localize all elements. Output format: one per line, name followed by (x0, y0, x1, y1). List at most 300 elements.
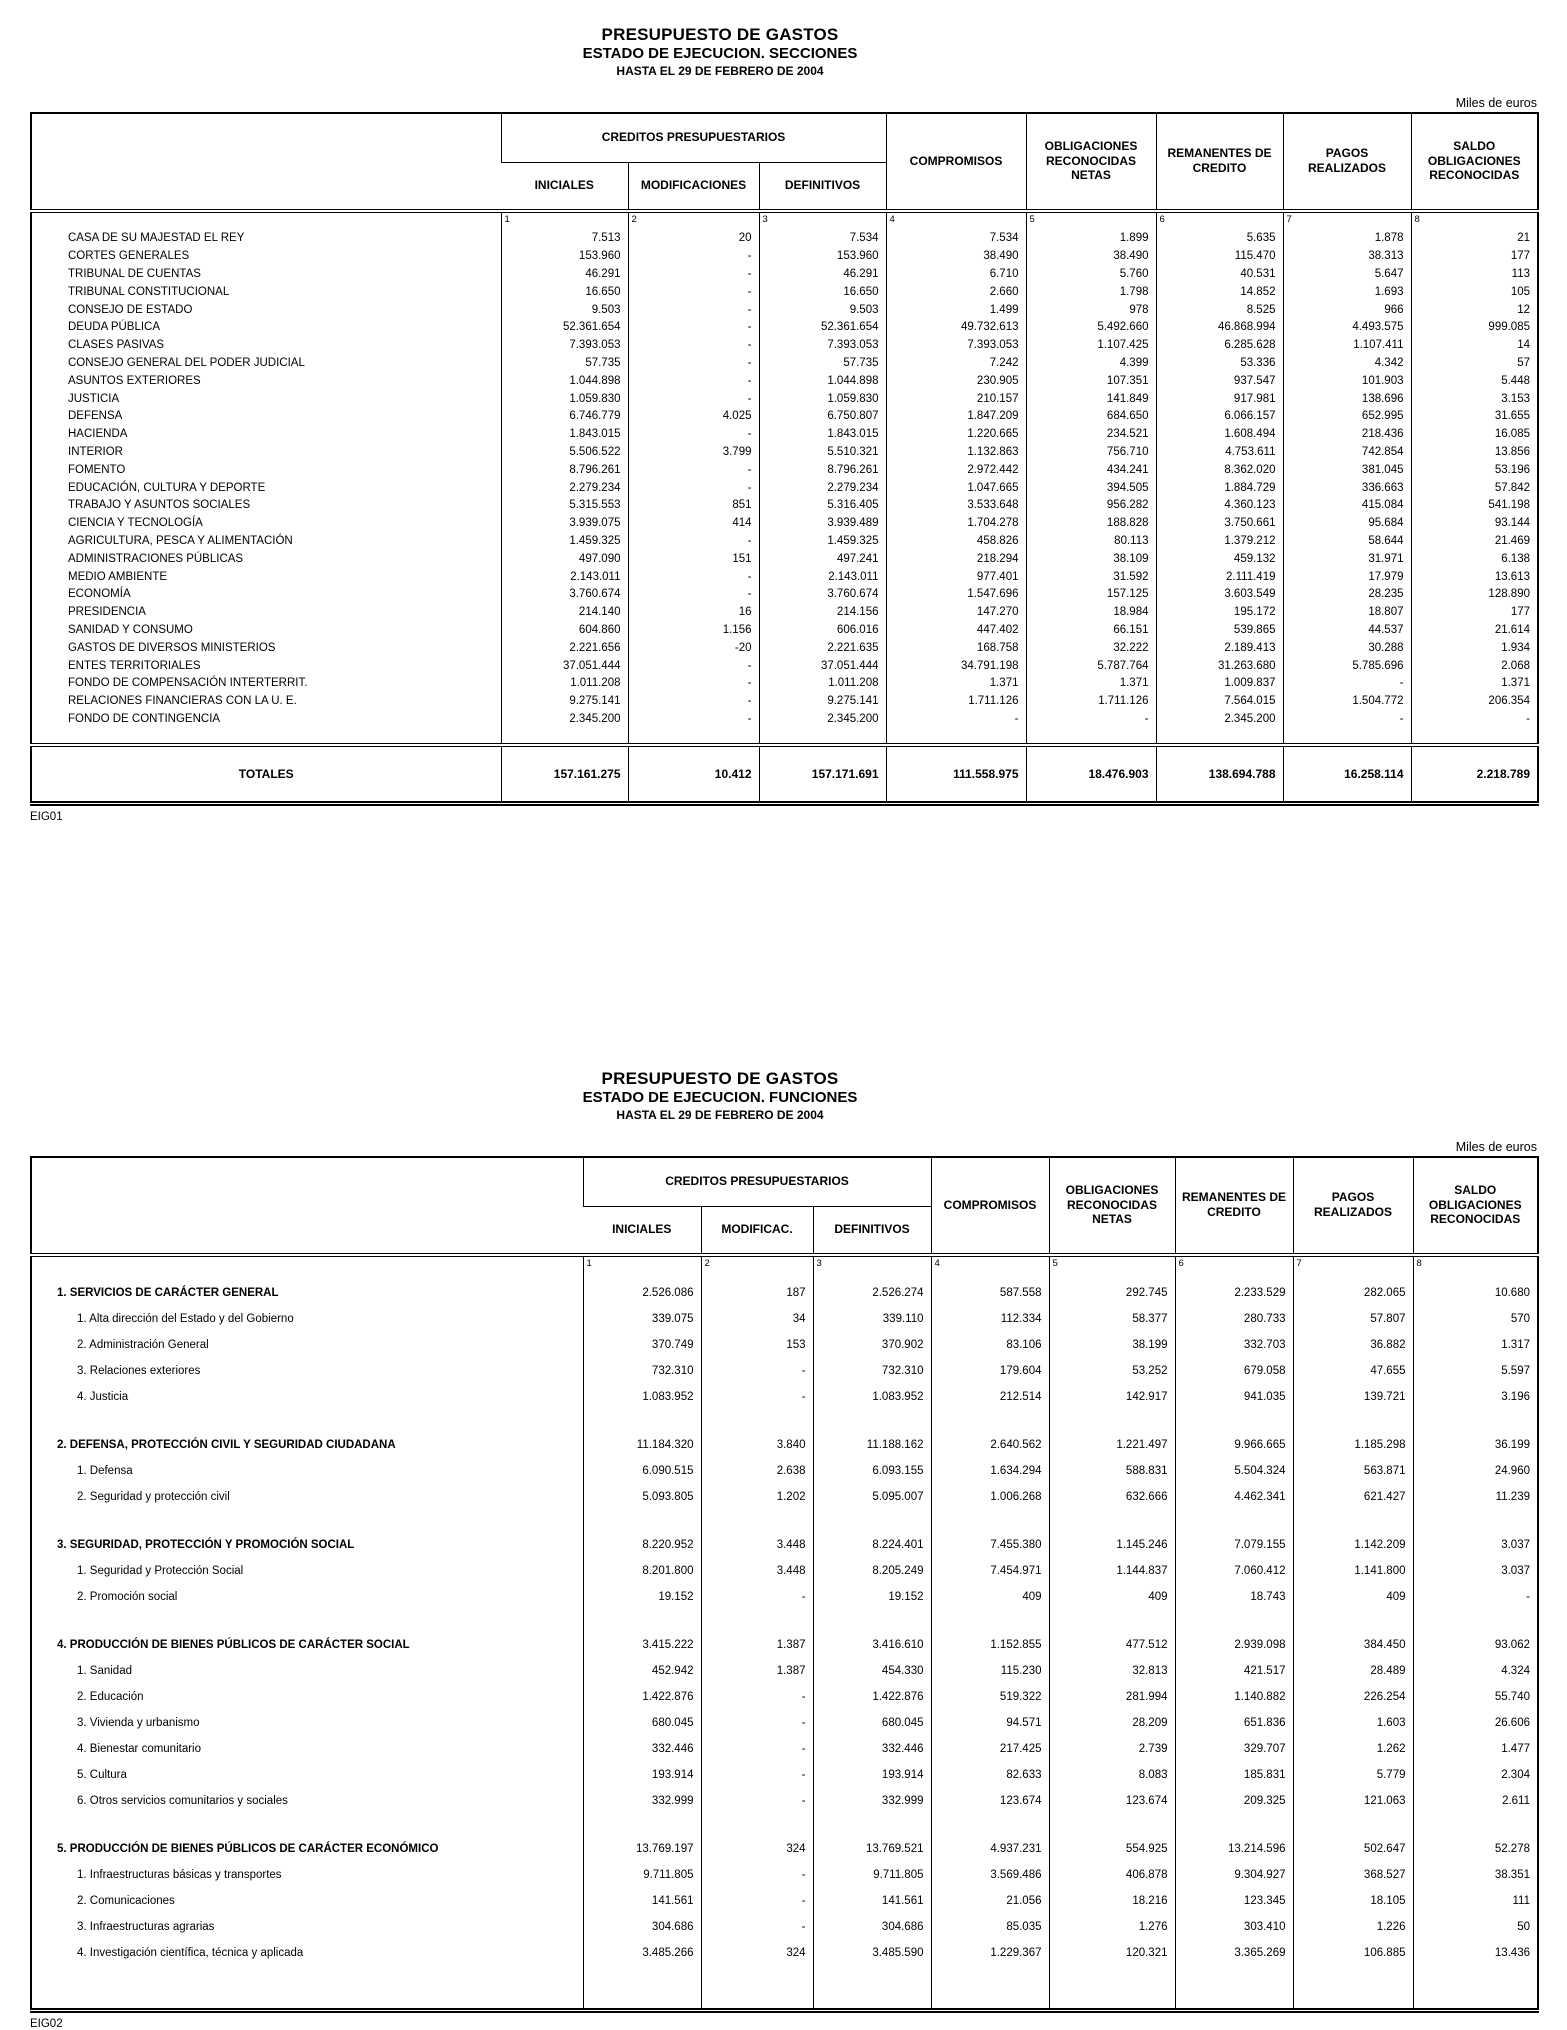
cell-value: - (628, 532, 759, 550)
col-number: 8 (1413, 1255, 1538, 1280)
cell-value: 8.224.401 (813, 1532, 931, 1558)
cell-value: - (628, 247, 759, 265)
cell-value: 680.045 (813, 1710, 931, 1736)
cell-value: 1.899 (1026, 230, 1156, 248)
cell-value: 6.750.807 (759, 408, 886, 426)
cell-value: 304.686 (583, 1914, 701, 1940)
cell-value: 4.324 (1413, 1658, 1538, 1684)
cell-value: 16.085 (1411, 425, 1538, 443)
cell-value: 9.503 (759, 301, 886, 319)
cell-value: 153.960 (759, 247, 886, 265)
table-row (31, 1458, 1538, 1484)
cell-value: 454.330 (813, 1658, 931, 1684)
col-header-obligaciones: OBLIGACIONES RECONOCIDAS NETAS (1049, 1157, 1175, 1255)
cell-value: 292.745 (1049, 1280, 1175, 1306)
cell-value: 7.060.412 (1175, 1558, 1293, 1584)
col-number: 7 (1283, 211, 1411, 230)
row-label: EDUCACIÓN, CULTURA Y DEPORTE (68, 481, 266, 494)
cell-value: 226.254 (1293, 1684, 1413, 1710)
col-header-creditos: CREDITOS PRESUPUESTARIOS (583, 1157, 931, 1207)
doc-title: PRESUPUESTO DE GASTOS (601, 25, 839, 44)
cell-value: - (628, 479, 759, 497)
cell-value: 3.760.674 (501, 586, 628, 604)
table-row (31, 514, 1538, 532)
cell-value: 5.647 (1283, 265, 1411, 283)
col-header-pagos: PAGOS REALIZADOS (1283, 113, 1411, 211)
table-row (31, 354, 1538, 372)
table-row (31, 336, 1538, 354)
cell-value: 115.230 (931, 1658, 1049, 1684)
cell-value: 384.450 (1293, 1632, 1413, 1658)
cell-value: 112.334 (931, 1306, 1049, 1332)
cell-value: 1.459.325 (501, 532, 628, 550)
cell-value: - (628, 390, 759, 408)
cell-value: 57.842 (1411, 479, 1538, 497)
cell-value: 46.868.994 (1156, 319, 1283, 337)
cell-value: 1.044.898 (501, 372, 628, 390)
cell-value: 7.534 (886, 230, 1026, 248)
table-row (31, 710, 1538, 728)
cell-value: 13.613 (1411, 568, 1538, 586)
col-number: 6 (1175, 1255, 1293, 1280)
cell-value: 4.025 (628, 408, 759, 426)
cell-value: 1.371 (1026, 675, 1156, 693)
table-row (31, 639, 1538, 657)
cell-value: 632.666 (1049, 1484, 1175, 1510)
cell-value: 19.152 (813, 1584, 931, 1610)
table-row (31, 1432, 1538, 1458)
col-header-saldo: SALDO OBLIGACIONES RECONOCIDAS (1413, 1157, 1538, 1255)
cell-value: 53.252 (1049, 1358, 1175, 1384)
doc-subtitle: ESTADO DE EJECUCION. FUNCIONES (582, 1089, 858, 1107)
cell-value: 324 (701, 1836, 813, 1862)
cell-value: 1.083.952 (583, 1384, 701, 1410)
table-row (31, 621, 1538, 639)
cell-value: 8.201.800 (583, 1558, 701, 1584)
row-label: AGRICULTURA, PESCA Y ALIMENTACIÓN (68, 535, 293, 548)
table-row (31, 1632, 1538, 1658)
cell-value: 34 (701, 1306, 813, 1332)
cell-value: 168.758 (886, 639, 1026, 657)
cell-value: 732.310 (813, 1358, 931, 1384)
doc-date-line: HASTA EL 29 DE FEBRERO DE 2004 (616, 1107, 824, 1122)
row-label: 1. Alta dirección del Estado y del Gobierno (77, 1312, 294, 1325)
cell-value: - (628, 692, 759, 710)
corner-cell (31, 113, 501, 211)
table-row (31, 372, 1538, 390)
cell-value: 324 (701, 1940, 813, 1966)
cell-value: - (628, 283, 759, 301)
cell-value: 13.769.197 (583, 1836, 701, 1862)
cell-value: 20 (628, 230, 759, 248)
cell-value: 95.684 (1283, 514, 1411, 532)
cell-value: 123.345 (1175, 1888, 1293, 1914)
cell-value: 5.785.696 (1283, 657, 1411, 675)
cell-value: 157.125 (1026, 586, 1156, 604)
cell-value: 8.083 (1049, 1762, 1175, 1788)
cell-value: 1.847.209 (886, 408, 1026, 426)
table-row (31, 247, 1538, 265)
cell-value: 38.490 (1026, 247, 1156, 265)
cell-value: 3.153 (1411, 390, 1538, 408)
cell-value: 31.655 (1411, 408, 1538, 426)
cell-value: 588.831 (1049, 1458, 1175, 1484)
cell-value: 1.547.696 (886, 586, 1026, 604)
cell-value: 732.310 (583, 1358, 701, 1384)
cell-value: 193.914 (583, 1762, 701, 1788)
cell-value: 28.235 (1283, 586, 1411, 604)
cell-value: 406.878 (1049, 1862, 1175, 1888)
cell-value: 2.526.086 (583, 1280, 701, 1306)
cell-value: 212.514 (931, 1384, 1049, 1410)
cell-value: 1.059.830 (759, 390, 886, 408)
cell-value: 394.505 (1026, 479, 1156, 497)
cell-value: 128.890 (1411, 586, 1538, 604)
row-label: ENTES TERRITORIALES (68, 659, 201, 672)
table-row (31, 319, 1538, 337)
cell-value: 2.143.011 (759, 568, 886, 586)
table-row (31, 390, 1538, 408)
cell-value: 756.710 (1026, 443, 1156, 461)
row-label: 1. Infraestructuras básicas y transportes (77, 1868, 282, 1881)
row-label: ECONOMÍA (68, 588, 131, 601)
cell-value: 57 (1411, 354, 1538, 372)
cell-value: - (701, 1862, 813, 1888)
cell-value: 587.558 (931, 1280, 1049, 1306)
cell-value: 3.448 (701, 1532, 813, 1558)
cell-value: 13.769.521 (813, 1836, 931, 1862)
cell-value: 11.188.162 (813, 1432, 931, 1458)
cell-value: 6.710 (886, 265, 1026, 283)
cell-value: 66.151 (1026, 621, 1156, 639)
cell-value: 179.604 (931, 1358, 1049, 1384)
cell-value: 5.760 (1026, 265, 1156, 283)
cell-value: 2.739 (1049, 1736, 1175, 1762)
cell-value: 11.184.320 (583, 1432, 701, 1458)
cell-value: 5.779 (1293, 1762, 1413, 1788)
cell-value: 3.569.486 (931, 1862, 1049, 1888)
col-header-obligaciones: OBLIGACIONES RECONOCIDAS NETAS (1026, 113, 1156, 211)
cell-value: 53.196 (1411, 461, 1538, 479)
cell-value: 32.813 (1049, 1658, 1175, 1684)
table-row (31, 265, 1538, 283)
cell-value: 5.510.321 (759, 443, 886, 461)
cell-value: 1.843.015 (759, 425, 886, 443)
cell-value: 1.371 (886, 675, 1026, 693)
cell-value: - (628, 319, 759, 337)
cell-value: 5.315.553 (501, 497, 628, 515)
cell-value: 36.199 (1413, 1432, 1538, 1458)
cell-value: 38.313 (1283, 247, 1411, 265)
cell-value: 46.291 (759, 265, 886, 283)
row-label: PRESIDENCIA (68, 606, 146, 619)
cell-value: 16.650 (501, 283, 628, 301)
cell-value: 195.172 (1156, 603, 1283, 621)
cell-value: 1.379.212 (1156, 532, 1283, 550)
cell-value: 2.279.234 (759, 479, 886, 497)
row-label: DEUDA PÚBLICA (68, 321, 161, 334)
cell-value: 4.937.231 (931, 1836, 1049, 1862)
cell-value: 18.984 (1026, 603, 1156, 621)
cell-value: 217.425 (931, 1736, 1049, 1762)
cell-value: 978 (1026, 301, 1156, 319)
cell-value: 209.325 (1175, 1788, 1293, 1814)
cell-value: 31.592 (1026, 568, 1156, 586)
cell-value: 21.469 (1411, 532, 1538, 550)
doc-subtitle: ESTADO DE EJECUCION. SECCIONES (582, 45, 858, 63)
cell-value: 519.322 (931, 1684, 1049, 1710)
row-label: ADMINISTRACIONES PÚBLICAS (68, 552, 244, 565)
cell-value: 142.917 (1049, 1384, 1175, 1410)
col-header-pagos: PAGOS REALIZADOS (1293, 1157, 1413, 1255)
cell-value: 1.221.497 (1049, 1432, 1175, 1458)
cell-value: 139.721 (1293, 1384, 1413, 1410)
cell-value: 37.051.444 (759, 657, 886, 675)
cell-value: 1.371 (1411, 675, 1538, 693)
cell-value: 44.537 (1283, 621, 1411, 639)
cell-value: 1.878 (1283, 230, 1411, 248)
cell-value: 6.090.515 (583, 1458, 701, 1484)
totals-value: 16.258.114 (1283, 745, 1411, 804)
cell-value: 55.740 (1413, 1684, 1538, 1710)
cell-value: - (1411, 710, 1538, 728)
cell-value: 303.410 (1175, 1914, 1293, 1940)
cell-value: 218.294 (886, 550, 1026, 568)
cell-value: - (628, 710, 759, 728)
cell-value: 941.035 (1175, 1384, 1293, 1410)
cell-value: 6.093.155 (813, 1458, 931, 1484)
col-header-compromisos: COMPROMISOS (886, 113, 1026, 211)
cell-value: 502.647 (1293, 1836, 1413, 1862)
row-label: 2. Educación (77, 1690, 144, 1703)
cell-value: 120.321 (1049, 1940, 1175, 1966)
cell-value: 3.415.222 (583, 1632, 701, 1658)
cell-value: 1.262 (1293, 1736, 1413, 1762)
cell-value: - (701, 1710, 813, 1736)
table-row (31, 1532, 1538, 1558)
cell-value: 53.336 (1156, 354, 1283, 372)
cell-value: 10.680 (1413, 1280, 1538, 1306)
cell-value: 24.960 (1413, 1458, 1538, 1484)
cell-value: 370.902 (813, 1332, 931, 1358)
cell-value: 58.377 (1049, 1306, 1175, 1332)
cell-value: 684.650 (1026, 408, 1156, 426)
cell-value: 1.152.855 (931, 1632, 1049, 1658)
cell-value: 58.644 (1283, 532, 1411, 550)
cell-value: 37.051.444 (501, 657, 628, 675)
cell-value: 12 (1411, 301, 1538, 319)
cell-value: 214.156 (759, 603, 886, 621)
table-row (31, 283, 1538, 301)
cell-value: 3.416.610 (813, 1632, 931, 1658)
cell-value: 93.062 (1413, 1632, 1538, 1658)
cell-value: - (701, 1788, 813, 1814)
cell-value: 187 (701, 1280, 813, 1306)
cell-value: 1.006.268 (931, 1484, 1049, 1510)
table-row (31, 1940, 1538, 1966)
cell-value: 1.276 (1049, 1914, 1175, 1940)
cell-value: 497.090 (501, 550, 628, 568)
col-number: 2 (628, 211, 759, 230)
row-label: 2. Promoción social (77, 1590, 178, 1603)
row-label: CLASES PASIVAS (68, 339, 165, 352)
cell-value: 1.144.837 (1049, 1558, 1175, 1584)
cell-value: 105 (1411, 283, 1538, 301)
cell-value: 1.843.015 (501, 425, 628, 443)
table-row (31, 1658, 1538, 1684)
cell-value: 4.342 (1283, 354, 1411, 372)
table-row (31, 1306, 1538, 1332)
cell-value: 26.606 (1413, 1710, 1538, 1736)
cell-value: 123.674 (1049, 1788, 1175, 1814)
cell-value: - (1026, 710, 1156, 728)
row-label: TRIBUNAL DE CUENTAS (68, 268, 201, 281)
cell-value: 339.110 (813, 1306, 931, 1332)
cell-value: 52.278 (1413, 1836, 1538, 1862)
row-label: 4. Justicia (77, 1390, 129, 1403)
cell-value: 8.525 (1156, 301, 1283, 319)
cell-value: 280.733 (1175, 1306, 1293, 1332)
table-row (31, 479, 1538, 497)
doc-date-line: HASTA EL 29 DE FEBRERO DE 2004 (616, 64, 824, 78)
cell-value: 3.799 (628, 443, 759, 461)
row-label: DEFENSA (68, 410, 123, 423)
cell-value: 1.185.298 (1293, 1432, 1413, 1458)
table-row (31, 1358, 1538, 1384)
cell-value: 2.221.656 (501, 639, 628, 657)
cell-value: - (628, 336, 759, 354)
cell-value: 147.270 (886, 603, 1026, 621)
cell-value: -20 (628, 639, 759, 657)
table-row (31, 692, 1538, 710)
table-row (31, 1762, 1538, 1788)
cell-value: 3.939.489 (759, 514, 886, 532)
cell-value: 138.696 (1283, 390, 1411, 408)
row-label: 1. SERVICIOS DE CARÁCTER GENERAL (57, 1286, 279, 1299)
col-header-remanentes: REMANENTES DE CREDITO (1175, 1157, 1293, 1255)
cell-value: 1.107.425 (1026, 336, 1156, 354)
cell-value: - (628, 354, 759, 372)
row-label: TRABAJO Y ASUNTOS SOCIALES (68, 499, 251, 512)
col-number: 4 (886, 211, 1026, 230)
cell-value: 554.925 (1049, 1836, 1175, 1862)
cell-value: - (628, 301, 759, 319)
cell-value: 2.279.234 (501, 479, 628, 497)
cell-value: 937.547 (1156, 372, 1283, 390)
cell-value: 1.422.876 (813, 1684, 931, 1710)
cell-value: 3.485.590 (813, 1940, 931, 1966)
cell-value: 153 (701, 1332, 813, 1358)
cell-value: 14.852 (1156, 283, 1283, 301)
cell-value: 1.711.126 (1026, 692, 1156, 710)
col-header-compromisos: COMPROMISOS (931, 1157, 1049, 1255)
cell-value: 332.999 (813, 1788, 931, 1814)
cell-value: 336.663 (1283, 479, 1411, 497)
cell-value: 57.735 (501, 354, 628, 372)
row-label: 1. Seguridad y Protección Social (77, 1564, 244, 1577)
cell-value: 6.746.779 (501, 408, 628, 426)
cell-value: 21.614 (1411, 621, 1538, 639)
cell-value: 83.106 (931, 1332, 1049, 1358)
cell-value: 1.044.898 (759, 372, 886, 390)
cell-value: 2.638 (701, 1458, 813, 1484)
cell-value: 539.865 (1156, 621, 1283, 639)
cell-value: 1.047.665 (886, 479, 1026, 497)
col-number: 8 (1411, 211, 1538, 230)
cell-value: 2.304 (1413, 1762, 1538, 1788)
cell-value: 2.345.200 (1156, 710, 1283, 728)
col-header-iniciales: INICIALES (612, 1222, 672, 1237)
cell-value: 281.994 (1049, 1684, 1175, 1710)
cell-value: 458.826 (886, 532, 1026, 550)
cell-value: 329.707 (1175, 1736, 1293, 1762)
row-label: 2. Seguridad y protección civil (77, 1490, 230, 1503)
cell-value: 1.156 (628, 621, 759, 639)
cell-value: 477.512 (1049, 1632, 1175, 1658)
cell-value: - (628, 461, 759, 479)
cell-value: 36.882 (1293, 1332, 1413, 1358)
table-row (31, 1280, 1538, 1306)
cell-value: 141.561 (583, 1888, 701, 1914)
cell-value: 121.063 (1293, 1788, 1413, 1814)
cell-value: 57.807 (1293, 1306, 1413, 1332)
cell-value: 452.942 (583, 1658, 701, 1684)
row-label: 3. SEGURIDAD, PROTECCIÓN Y PROMOCIÓN SOCIAL (57, 1538, 355, 1551)
cell-value: - (701, 1584, 813, 1610)
cell-value: 9.275.141 (759, 692, 886, 710)
cell-value: 3.533.648 (886, 497, 1026, 515)
corner-cell (31, 1157, 583, 1255)
cell-value: 82.633 (931, 1762, 1049, 1788)
totals-value: 18.476.903 (1026, 745, 1156, 804)
cell-value: 7.454.971 (931, 1558, 1049, 1584)
table-row (31, 550, 1538, 568)
cell-value: - (701, 1684, 813, 1710)
cell-value: 7.513 (501, 230, 628, 248)
cell-value: 5.095.007 (813, 1484, 931, 1510)
table-row (31, 1736, 1538, 1762)
cell-value: 604.860 (501, 621, 628, 639)
cell-value: 3.939.075 (501, 514, 628, 532)
cell-value: 13.436 (1413, 1940, 1538, 1966)
row-label: CASA DE SU MAJESTAD EL REY (68, 232, 245, 245)
totals-value: 2.218.789 (1411, 745, 1538, 804)
funciones-table (30, 1156, 1539, 2013)
cell-value: 17.979 (1283, 568, 1411, 586)
col-header-modificaciones: MODIFICAC. (701, 1206, 813, 1255)
spacer-row (31, 728, 1538, 745)
totals-value: 138.694.788 (1156, 745, 1283, 804)
cell-value: - (886, 710, 1026, 728)
table-row (31, 230, 1538, 248)
cell-value: 680.045 (583, 1710, 701, 1736)
cell-value: - (1283, 710, 1411, 728)
row-label: FONDO DE COMPENSACIÓN INTERTERRIT. (68, 677, 308, 690)
cell-value: 1.459.325 (759, 532, 886, 550)
cell-value: 1.603 (1293, 1710, 1413, 1736)
table-row (31, 1788, 1538, 1814)
cell-value: 218.436 (1283, 425, 1411, 443)
cell-value: 106.885 (1293, 1940, 1413, 1966)
cell-value: 1.884.729 (1156, 479, 1283, 497)
cell-value: 57.735 (759, 354, 886, 372)
cell-value: 80.113 (1026, 532, 1156, 550)
table-row (31, 443, 1538, 461)
cell-value: - (701, 1888, 813, 1914)
cell-value: 32.222 (1026, 639, 1156, 657)
cell-value: 5.093.805 (583, 1484, 701, 1510)
cell-value: 1.059.830 (501, 390, 628, 408)
